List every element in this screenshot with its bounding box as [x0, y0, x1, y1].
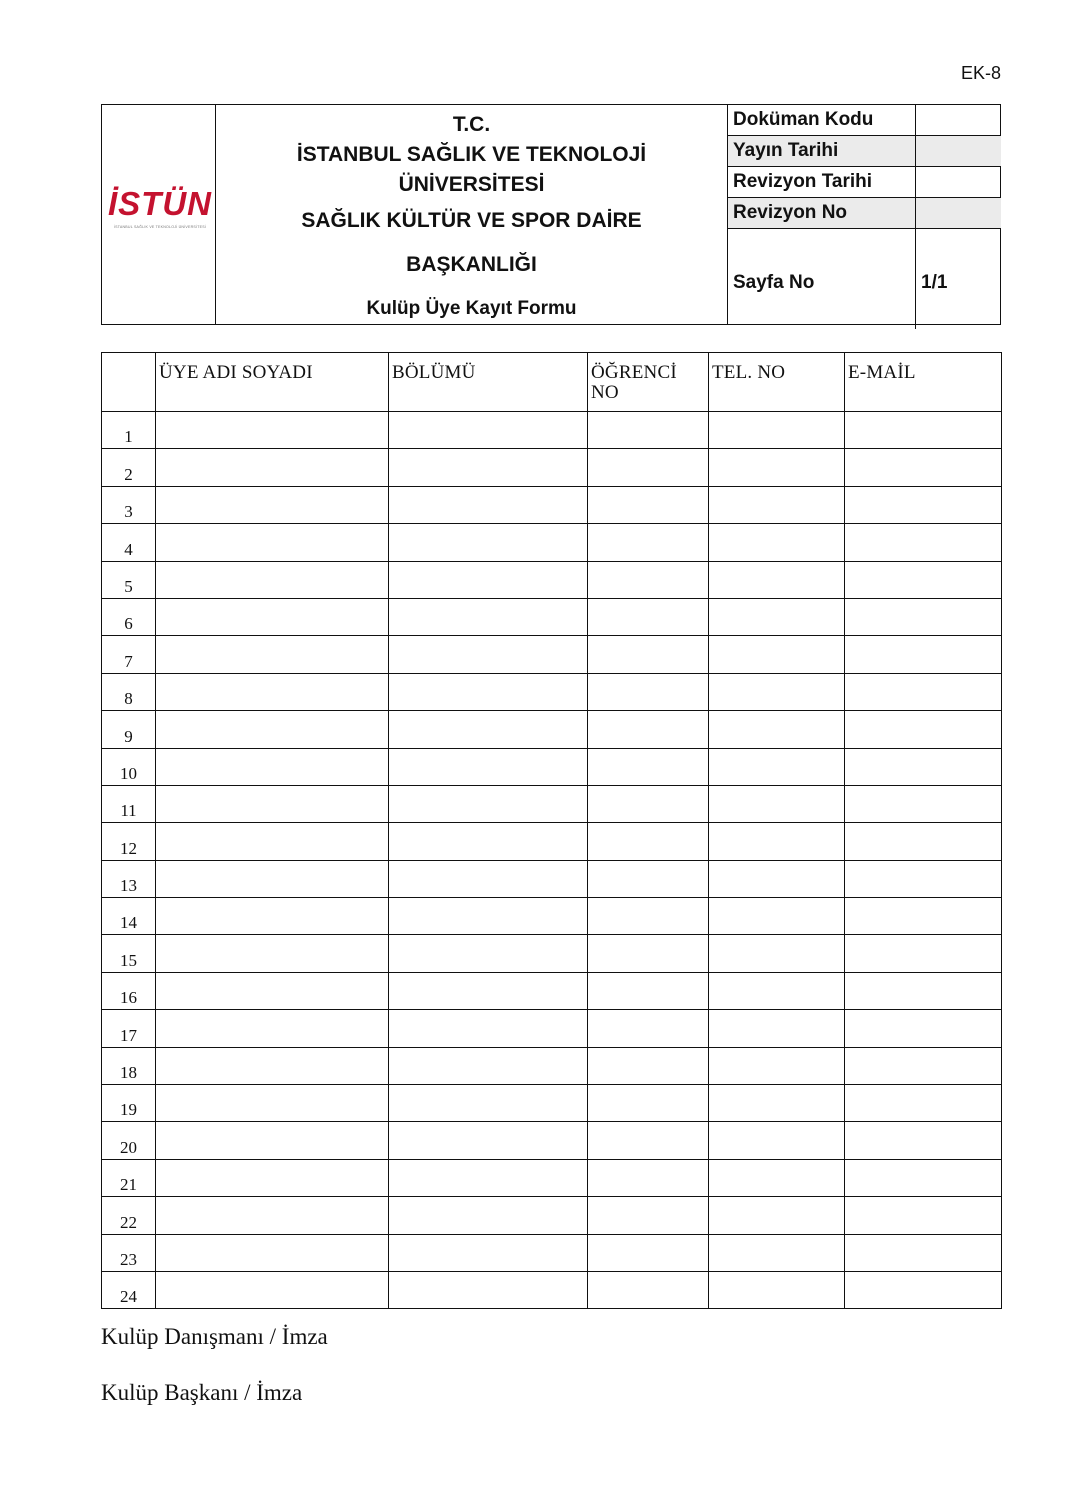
- table-row: [102, 748, 1002, 785]
- email-cell[interactable]: [845, 748, 1002, 785]
- student-no-cell[interactable]: [588, 1159, 709, 1196]
- phone-cell[interactable]: [709, 1047, 845, 1084]
- university-logo-subtext: İSTANBUL SAĞLIK VE TEKNOLOJİ ÜNİVERSİTESİ: [113, 225, 206, 229]
- department-cell[interactable]: [389, 711, 588, 748]
- phone-cell[interactable]: [709, 972, 845, 1009]
- column-header-department: BÖLÜMÜ: [389, 353, 588, 412]
- email-cell[interactable]: [845, 524, 1002, 561]
- email-cell[interactable]: [845, 412, 1002, 449]
- student-no-cell[interactable]: [588, 412, 709, 449]
- row-number: 13: [102, 860, 156, 897]
- email-cell[interactable]: [845, 449, 1002, 486]
- name-cell[interactable]: [156, 898, 389, 935]
- row-number: 23: [102, 1234, 156, 1271]
- table-row: [102, 636, 1002, 673]
- name-cell[interactable]: [156, 561, 389, 598]
- email-cell[interactable]: [845, 1085, 1002, 1122]
- department-cell[interactable]: [389, 598, 588, 635]
- phone-cell[interactable]: [709, 449, 845, 486]
- meta-value-page-no: 1/1: [921, 272, 948, 293]
- department-cell[interactable]: [389, 673, 588, 710]
- student-no-cell[interactable]: [588, 898, 709, 935]
- department-cell[interactable]: [389, 935, 588, 972]
- table-row: [102, 598, 1002, 635]
- name-cell[interactable]: [156, 1085, 389, 1122]
- name-cell[interactable]: [156, 748, 389, 785]
- department-cell[interactable]: [389, 561, 588, 598]
- phone-cell[interactable]: [709, 524, 845, 561]
- phone-cell[interactable]: [709, 1197, 845, 1234]
- department-cell[interactable]: [389, 1010, 588, 1047]
- table-row: [102, 1271, 1002, 1308]
- department-cell[interactable]: [389, 524, 588, 561]
- department-cell[interactable]: [389, 823, 588, 860]
- meta-value-publish-date: [916, 136, 1002, 167]
- student-no-cell[interactable]: [588, 785, 709, 822]
- phone-cell[interactable]: [709, 1010, 845, 1047]
- name-cell[interactable]: [156, 412, 389, 449]
- email-cell[interactable]: [845, 972, 1002, 1009]
- president-signature-label: Kulüp Başkanı / İmza: [101, 1380, 303, 1405]
- student-no-cell[interactable]: [588, 1047, 709, 1084]
- row-number: 6: [102, 598, 156, 635]
- table-row: [102, 1010, 1002, 1047]
- student-no-cell[interactable]: [588, 1234, 709, 1271]
- row-number: 5: [102, 561, 156, 598]
- title-cell: [216, 105, 728, 324]
- column-header-student-no: ÖĞRENCİ NO: [588, 353, 709, 412]
- email-cell[interactable]: [845, 598, 1002, 635]
- table-row: [102, 1234, 1002, 1271]
- row-number: 4: [102, 524, 156, 561]
- email-cell[interactable]: [845, 1271, 1002, 1308]
- table-row: [102, 823, 1002, 860]
- table-row: [102, 1159, 1002, 1196]
- column-header-phone: TEL. NO: [709, 353, 845, 412]
- student-no-cell[interactable]: [588, 524, 709, 561]
- phone-cell[interactable]: [709, 860, 845, 897]
- phone-cell[interactable]: [709, 785, 845, 822]
- row-number: 17: [102, 1010, 156, 1047]
- student-no-cell[interactable]: [588, 1122, 709, 1159]
- member-rows: [102, 412, 1002, 1309]
- table-row: [102, 860, 1002, 897]
- name-cell[interactable]: [156, 1271, 389, 1308]
- meta-value-revision-date: [916, 167, 1002, 198]
- email-cell[interactable]: [845, 1010, 1002, 1047]
- name-cell[interactable]: [156, 1234, 389, 1271]
- meta-label-revision-date: Revizyon Tarihi: [728, 167, 916, 198]
- phone-cell[interactable]: [709, 412, 845, 449]
- meta-label-document-code: Doküman Kodu: [728, 105, 916, 136]
- department-cell[interactable]: [389, 748, 588, 785]
- phone-cell[interactable]: [709, 636, 845, 673]
- department-cell[interactable]: [389, 1159, 588, 1196]
- table-row: [102, 524, 1002, 561]
- phone-cell[interactable]: [709, 1234, 845, 1271]
- department-cell[interactable]: [389, 898, 588, 935]
- table-row: [102, 935, 1002, 972]
- annex-code: EK-8: [960, 63, 1001, 83]
- row-number: 9: [102, 711, 156, 748]
- department-cell[interactable]: [389, 1197, 588, 1234]
- form-header: [101, 104, 1001, 325]
- student-no-cell[interactable]: [588, 636, 709, 673]
- department-cell[interactable]: [389, 412, 588, 449]
- table-row: [102, 1122, 1002, 1159]
- table-row: [102, 673, 1002, 710]
- table-row: [102, 972, 1002, 1009]
- department-cell[interactable]: [389, 1047, 588, 1084]
- department-cell[interactable]: [389, 486, 588, 523]
- advisor-signature-label: Kulüp Danışmanı / İmza: [101, 1324, 328, 1349]
- table-row: [102, 785, 1002, 822]
- title-line-university-2: ÜNİVERSİTESİ: [398, 173, 545, 196]
- table-row: [102, 486, 1002, 523]
- student-no-cell[interactable]: [588, 1010, 709, 1047]
- student-no-cell[interactable]: [588, 561, 709, 598]
- email-cell[interactable]: [845, 935, 1002, 972]
- name-cell[interactable]: [156, 1122, 389, 1159]
- phone-cell[interactable]: [709, 1159, 845, 1196]
- member-registration-table: [101, 352, 1002, 1309]
- name-cell[interactable]: [156, 1159, 389, 1196]
- column-header-email: E-MAİL: [845, 353, 1002, 412]
- meta-label-publish-date: Yayın Tarihi: [728, 136, 916, 167]
- title-line-university-1: İSTANBUL SAĞLIK VE TEKNOLOJİ: [296, 143, 647, 166]
- meta-value-revision-no: [916, 198, 1002, 229]
- department-cell[interactable]: [389, 1234, 588, 1271]
- email-cell[interactable]: [845, 1197, 1002, 1234]
- meta-label-page-no: Sayfa No: [728, 229, 916, 330]
- email-cell[interactable]: [845, 486, 1002, 523]
- phone-cell[interactable]: [709, 673, 845, 710]
- email-cell[interactable]: [845, 823, 1002, 860]
- row-number: 15: [102, 935, 156, 972]
- row-number: 1: [102, 412, 156, 449]
- student-no-cell[interactable]: [588, 935, 709, 972]
- row-number: 24: [102, 1271, 156, 1308]
- name-cell[interactable]: [156, 1010, 389, 1047]
- name-cell[interactable]: [156, 449, 389, 486]
- department-cell[interactable]: [389, 972, 588, 1009]
- phone-cell[interactable]: [709, 598, 845, 635]
- university-logo: İSTÜN: [108, 185, 212, 222]
- department-cell[interactable]: [389, 449, 588, 486]
- student-no-cell[interactable]: [588, 486, 709, 523]
- row-number: 20: [102, 1122, 156, 1159]
- row-number: 12: [102, 823, 156, 860]
- phone-cell[interactable]: [709, 711, 845, 748]
- student-no-cell[interactable]: [588, 1271, 709, 1308]
- email-cell[interactable]: [845, 1234, 1002, 1271]
- name-cell[interactable]: [156, 598, 389, 635]
- table-row: [102, 561, 1002, 598]
- row-number: 21: [102, 1159, 156, 1196]
- name-cell[interactable]: [156, 1197, 389, 1234]
- table-row: [102, 1197, 1002, 1234]
- row-number: 16: [102, 972, 156, 1009]
- title-line-tc: T.C.: [452, 113, 491, 136]
- table-row: [102, 1047, 1002, 1084]
- email-cell[interactable]: [845, 785, 1002, 822]
- email-cell[interactable]: [845, 1122, 1002, 1159]
- name-cell[interactable]: [156, 860, 389, 897]
- student-no-cell[interactable]: [588, 823, 709, 860]
- phone-cell[interactable]: [709, 898, 845, 935]
- row-number: 19: [102, 1085, 156, 1122]
- phone-cell[interactable]: [709, 1122, 845, 1159]
- email-cell[interactable]: [845, 1047, 1002, 1084]
- phone-cell[interactable]: [709, 935, 845, 972]
- row-number: 8: [102, 673, 156, 710]
- meta-label-revision-no: Revizyon No: [728, 198, 916, 229]
- meta-value-document-code: [916, 105, 1002, 136]
- department-cell[interactable]: [389, 1085, 588, 1122]
- phone-cell[interactable]: [709, 561, 845, 598]
- department-cell[interactable]: [389, 1271, 588, 1308]
- email-cell[interactable]: [845, 561, 1002, 598]
- name-cell[interactable]: [156, 823, 389, 860]
- department-cell[interactable]: [389, 860, 588, 897]
- table-row: [102, 412, 1002, 449]
- phone-cell[interactable]: [709, 1085, 845, 1122]
- title-line-department-1: SAĞLIK KÜLTÜR VE SPOR DAİRE: [301, 209, 642, 232]
- table-row: [102, 898, 1002, 935]
- student-no-cell[interactable]: [588, 449, 709, 486]
- name-cell[interactable]: [156, 486, 389, 523]
- document-meta-table: [728, 105, 1001, 329]
- department-cell[interactable]: [389, 636, 588, 673]
- phone-cell[interactable]: [709, 748, 845, 785]
- table-row: [102, 711, 1002, 748]
- name-cell[interactable]: [156, 785, 389, 822]
- row-number: 3: [102, 486, 156, 523]
- name-cell[interactable]: [156, 711, 389, 748]
- name-cell[interactable]: [156, 673, 389, 710]
- phone-cell[interactable]: [709, 1271, 845, 1308]
- student-no-cell[interactable]: [588, 673, 709, 710]
- row-number: 2: [102, 449, 156, 486]
- email-cell[interactable]: [845, 711, 1002, 748]
- email-cell[interactable]: [845, 1159, 1002, 1196]
- student-no-cell[interactable]: [588, 598, 709, 635]
- row-number: 11: [102, 785, 156, 822]
- column-header-index: [102, 353, 156, 412]
- table-row: [102, 1085, 1002, 1122]
- row-number: 22: [102, 1197, 156, 1234]
- email-cell[interactable]: [845, 898, 1002, 935]
- table-header-row: [102, 353, 1002, 412]
- department-cell[interactable]: [389, 785, 588, 822]
- form-title: Kulüp Üye Kayıt Formu: [366, 298, 577, 319]
- department-cell[interactable]: [389, 1122, 588, 1159]
- student-no-cell[interactable]: [588, 860, 709, 897]
- title-line-department-2: BAŞKANLIĞI: [406, 253, 537, 276]
- row-number: 14: [102, 898, 156, 935]
- name-cell[interactable]: [156, 972, 389, 1009]
- phone-cell[interactable]: [709, 486, 845, 523]
- email-cell[interactable]: [845, 636, 1002, 673]
- row-number: 7: [102, 636, 156, 673]
- student-no-cell[interactable]: [588, 1085, 709, 1122]
- logo-cell: [102, 105, 216, 324]
- student-no-cell[interactable]: [588, 972, 709, 1009]
- row-number: 10: [102, 748, 156, 785]
- table-row: [102, 449, 1002, 486]
- name-cell[interactable]: [156, 1047, 389, 1084]
- student-no-cell[interactable]: [588, 1197, 709, 1234]
- name-cell[interactable]: [156, 524, 389, 561]
- name-cell[interactable]: [156, 636, 389, 673]
- student-no-cell[interactable]: [588, 748, 709, 785]
- column-header-name: ÜYE ADI SOYADI: [156, 353, 389, 412]
- email-cell[interactable]: [845, 673, 1002, 710]
- student-no-cell[interactable]: [588, 711, 709, 748]
- name-cell[interactable]: [156, 935, 389, 972]
- phone-cell[interactable]: [709, 823, 845, 860]
- email-cell[interactable]: [845, 860, 1002, 897]
- row-number: 18: [102, 1047, 156, 1084]
